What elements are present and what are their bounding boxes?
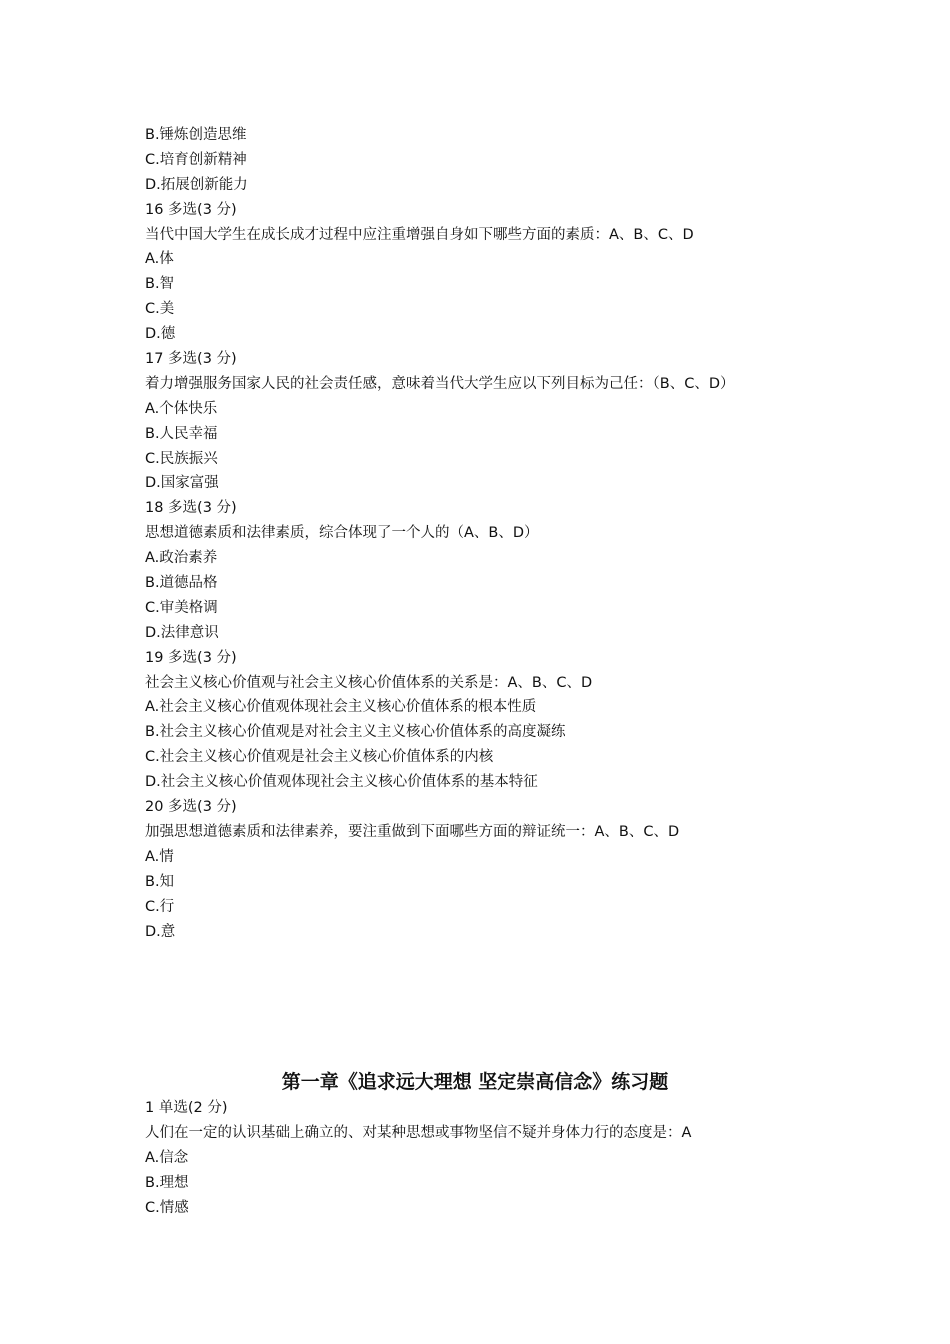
- question-text: 着力增强服务国家人民的社会责任感，意味着当代大学生应以下列目标为己任：（B、C、D）: [145, 375, 735, 392]
- option-line: A.社会主义核心价值观体现社会主义核心价值体系的根本性质: [145, 699, 537, 716]
- option-line: B.理想: [145, 1174, 189, 1191]
- option-line: C.培育创新精神: [145, 151, 247, 168]
- question-header: 1 单选(2 分): [145, 1100, 228, 1116]
- option-line: A.政治素养: [145, 550, 218, 567]
- option-line: D.拓展创新能力: [145, 176, 248, 193]
- option-line: D.德: [145, 326, 176, 343]
- question-header: 18 多选(3 分): [145, 500, 237, 517]
- option-line: A.体: [145, 251, 174, 268]
- question-header: 16 多选(3 分): [145, 201, 237, 218]
- question-text: 加强思想道德素质和法律素养，要注重做到下面哪些方面的辩证统一：A、B、C、D: [145, 823, 680, 840]
- chapter-title: 第一章《追求远大理想 坚定崇高信念》练习题: [281, 1071, 669, 1093]
- question-text: 思想道德素质和法律素质，综合体现了一个人的（A、B、D）: [145, 525, 539, 542]
- option-line: D.意: [145, 923, 176, 940]
- option-line: D.法律意识: [145, 624, 219, 641]
- question-text: 社会主义核心价值观与社会主义核心价值体系的关系是：A、B、C、D: [145, 674, 593, 691]
- option-line: C.审美格调: [145, 599, 218, 616]
- question-section-16-20: [145, 123, 845, 944]
- question-header: 20 多选(3 分): [145, 799, 237, 816]
- option-line: B.社会主义核心价值观是对社会主义主义核心价值体系的高度凝练: [145, 724, 566, 741]
- option-line: A.情: [145, 848, 174, 865]
- option-line: D.社会主义核心价值观体现社会主义核心价值体系的基本特征: [145, 774, 538, 791]
- question-text: 人们在一定的认识基础上确立的、对某种思想或事物坚信不疑并身体力行的态度是：A: [145, 1124, 692, 1141]
- option-line: D.国家富强: [145, 475, 219, 492]
- option-line: B.知: [145, 873, 175, 890]
- option-line: C.社会主义核心价值观是社会主义核心价值体系的内核: [145, 749, 494, 766]
- option-line: C.民族振兴: [145, 450, 218, 467]
- option-line: A.个体快乐: [145, 400, 218, 417]
- option-line: B.人民幸福: [145, 425, 218, 442]
- option-line: B.锤炼创造思维: [145, 127, 247, 143]
- option-line: B.智: [145, 276, 175, 293]
- option-line: C.情感: [145, 1199, 189, 1216]
- question-text: 当代中国大学生在成长成才过程中应注重增强自身如下哪些方面的素质：A、B、C、D: [145, 226, 694, 243]
- chapter-question-section: [145, 1096, 845, 1220]
- option-line: B.道德品格: [145, 575, 218, 592]
- question-header: 19 多选(3 分): [145, 649, 237, 666]
- option-line: C.美: [145, 301, 175, 318]
- option-line: C.行: [145, 898, 175, 915]
- question-header: 17 多选(3 分): [145, 351, 237, 368]
- option-line: A.信念: [145, 1149, 189, 1166]
